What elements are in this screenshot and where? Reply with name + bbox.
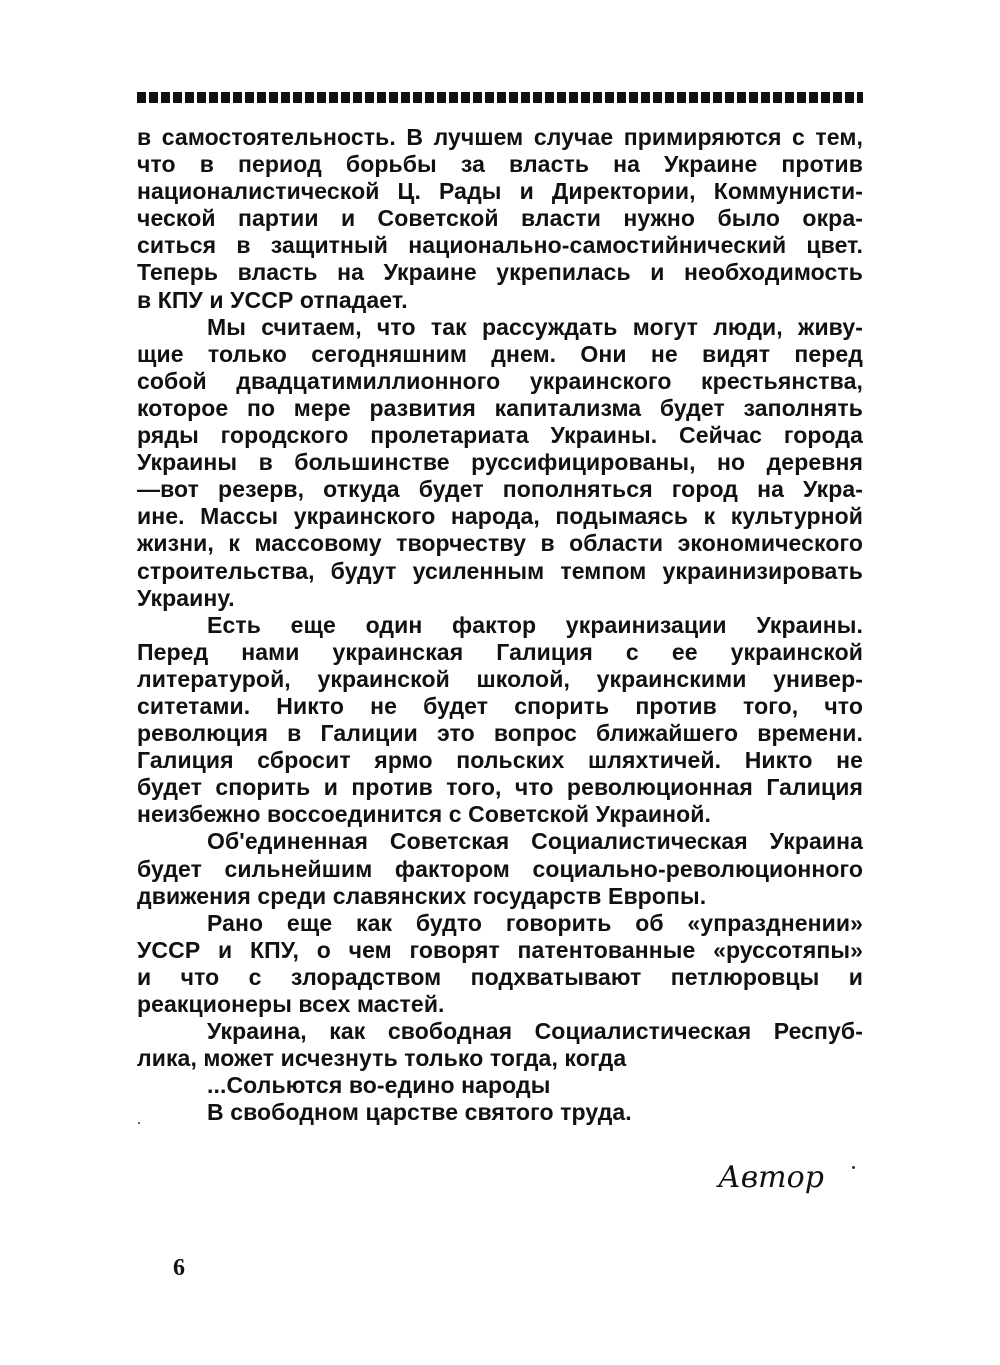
text-line: Украина, как свободная Социалистическая Респуб- [207,1018,863,1045]
text-line: националистической Ц. Рады и Директории, Коммунисти- [137,178,863,205]
text-line: Украины в большинстве руссифицированы, но деревня [137,449,863,476]
text-line: Галиция сбросит ярмо польских шляхтичей. Никто не [137,747,863,774]
verse-line: В свободном царстве святого труда. [207,1099,632,1126]
text-line: Теперь власть на Украине укрепилась и необходимость [137,259,863,286]
text-line: революция в Галиции это вопрос ближайшего времени. [137,720,863,747]
author-signature: Автор [718,1160,824,1195]
text-line: движения среди славянских государств Европы. [137,882,707,909]
decorative-rule [137,92,863,103]
text-line: собой двадцатимиллионного украинского крестьянства, [137,367,863,394]
text-line: литературой, украинской школой, украинскими универ- [137,665,863,692]
text-line: Украину. [137,584,235,611]
body-text [137,124,863,1126]
text-line: в самостоятельность. В лучшем случае примиряются с тем, [137,124,863,150]
text-line: —вот резерв, откуда будет пополняться город на Укра- [137,476,863,503]
text-line: в КПУ и УССР отпадает. [137,286,408,313]
text-line: что в период борьбы за власть на Украине против [137,151,863,178]
text-line: Об'единенная Советская Социалистическая Украина [207,828,863,855]
text-line: Перед нами украинская Галиция с ее украинской [137,638,863,665]
text-line: ряды городского пролетариата Украины. Сейчас города [137,422,863,449]
text-line: УССР и КПУ, о чем говорят патентованные «руссотяпы» [137,936,863,963]
text-line: строительства, будут усиленным темпом украинизировать [137,557,863,584]
page-number: 6 [173,1255,185,1281]
text-line: лика, может исчезнуть только тогда, когда [137,1045,627,1072]
text-line: реакционеры всех мастей. [137,991,445,1017]
text-line: которое по мере развития капитализма будет заполнять [137,394,863,421]
text-line: Есть еще один фактор украинизации Украины. [207,611,863,638]
text-line: щие только сегодняшним днем. Они не видят перед [137,340,863,367]
text-line: ситетами. Никто не будет спорить против того, что [137,692,863,719]
text-line: Мы считаем, что так рассуждать могут люди, живу- [207,313,863,340]
text-line: жизни, к массовому творчеству в области экономического [137,530,863,557]
ink-speck [138,1122,140,1124]
text-line: будет сильнейшим фактором социально-революционного [137,855,863,882]
text-line: ине. Массы украинского народа, подымаясь к культурной [137,503,863,530]
verse-line: ...Сольются во-едино народы [207,1072,551,1099]
text-line: неизбежно воссоединится с Советской Украиной. [137,801,711,828]
text-line: Рано еще как будто говорить об «упразднении» [207,909,863,936]
text-line: ческой партии и Советской власти нужно было окра- [137,205,863,232]
text-line: и что с злорадством подхватывают петлюровцы и [137,963,863,990]
ink-speck [852,1166,855,1169]
text-line: ситься в защитный национально-самостийнический цвет. [137,232,863,259]
text-line: будет спорить и против того, что революционная Галиция [137,774,863,801]
